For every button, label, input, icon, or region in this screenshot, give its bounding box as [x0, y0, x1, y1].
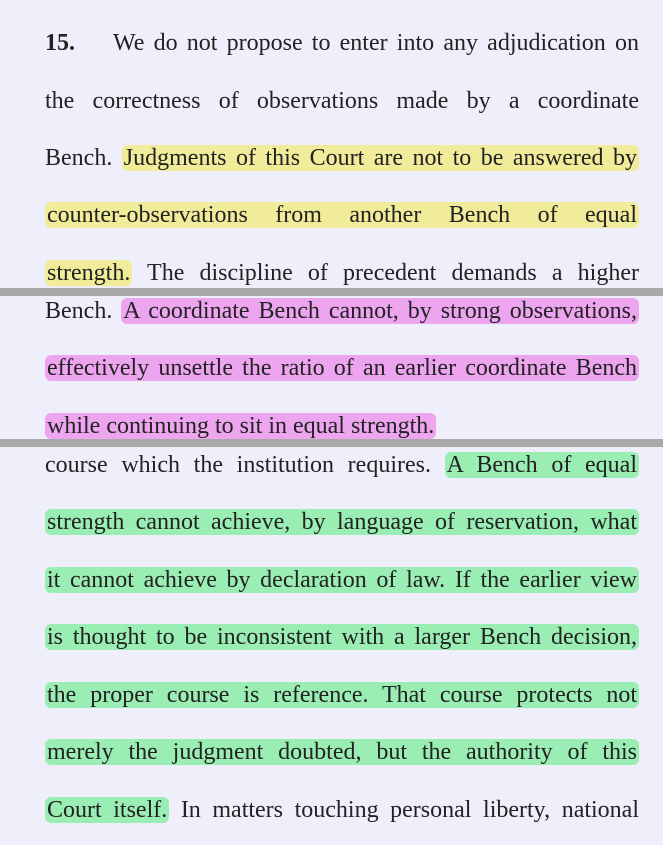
highlight-green: it cannot achieve by declaration of law. If the earlier view [47, 567, 637, 593]
line-text: Bench. [45, 298, 113, 324]
text-line [45, 353, 639, 383]
highlight-yellow: strength. [47, 260, 131, 286]
text-section-1 [0, 0, 663, 288]
text-line [45, 86, 639, 116]
text-line [45, 258, 639, 288]
text-line [45, 296, 639, 326]
line-text: Bench. [45, 145, 113, 171]
text-section-2 [0, 296, 663, 439]
highlight-green: merely the judgment doubted, but the authority of this [47, 739, 637, 765]
highlight-yellow: counter-observations from another Bench of equal [47, 202, 637, 228]
text-line [45, 200, 639, 230]
highlight-pink: effectively unsettle the ratio of an earlier coordinate Bench [47, 355, 637, 381]
text-line [45, 622, 639, 652]
text-line [45, 680, 639, 710]
highlight-pink: while continuing to sit in equal strength. [47, 413, 435, 439]
highlight-green: A Bench of equal [446, 452, 637, 478]
text-line [45, 737, 639, 767]
text-line [45, 143, 639, 173]
text-line [45, 411, 639, 439]
text-line [45, 450, 639, 480]
text-section-3 [0, 447, 663, 845]
highlight-yellow: Judgments of this Court are not to be answered by [123, 145, 637, 171]
highlight-pink: A coordinate Bench cannot, by strong observations, [123, 298, 638, 324]
line-text: the correctness of observations made by a coordinate [45, 88, 639, 114]
paragraph-number: 15. [45, 30, 75, 56]
highlight-green: Court itself. [47, 797, 168, 823]
section-divider [0, 288, 663, 296]
text-line [45, 795, 639, 825]
highlight-green: is thought to be inconsistent with a larger Bench decision, [47, 624, 637, 650]
line-text: We do not propose to enter into any adjudication on [113, 30, 639, 56]
text-line [45, 507, 639, 537]
line-text: In matters touching personal liberty, national [180, 797, 640, 823]
section-divider [0, 439, 663, 447]
line-text: The discipline of precedent demands a higher [147, 260, 639, 286]
text-line [45, 565, 639, 595]
highlight-green: the proper course is reference. That course protects not [47, 682, 637, 708]
line-text: course which the institution requires. [45, 452, 431, 478]
highlight-green: strength cannot achieve, by language of reservation, what [47, 509, 637, 535]
text-line [45, 28, 639, 58]
